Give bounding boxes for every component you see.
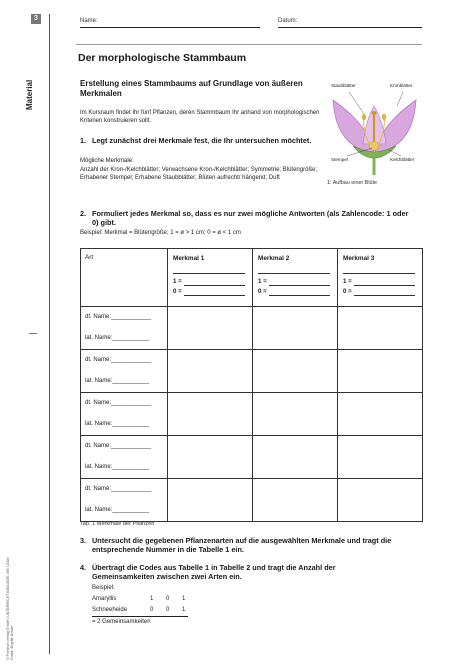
name-write-line[interactable] bbox=[80, 27, 260, 28]
merkmal-3-cell[interactable] bbox=[338, 350, 423, 393]
merkmal-3-cell[interactable] bbox=[338, 307, 423, 350]
date-write-line[interactable] bbox=[278, 27, 422, 28]
table-row bbox=[81, 393, 423, 436]
task2-example: Beispiel: Merkmal = Blütengröße; 1 = ø > 1 cm; 0 = ø < 1 cm bbox=[80, 230, 241, 236]
merkmale-list: Anzahl der Kron-/Kelchblätter; Verwachsene Kron-/Kelchblätter; Symmetrie; Blütengröße; Erhabener Stempel; Erhabene Staubblätter; Blüten aufrecht/ hängend; Duft bbox=[80, 167, 318, 181]
merkmal-3-cell[interactable] bbox=[338, 393, 423, 436]
label-stempel: Stempel bbox=[331, 157, 348, 162]
example-title: Beispiel: bbox=[92, 585, 115, 591]
page-number-badge: 3 bbox=[31, 14, 41, 24]
task4-text: Übertragt die Codes aus Tabelle 1 in Tabelle 2 und tragt die Anzahl der Gemeinsamkeiten zwischen zwei Arten ein. bbox=[92, 563, 336, 581]
merkmal-2-cell[interactable] bbox=[253, 479, 338, 522]
merkmal-3-name-line[interactable] bbox=[343, 273, 415, 274]
table-caption: Tab. 1 Merkmale der Pflanzen bbox=[80, 521, 155, 527]
figure-caption: 1: Aufbau einer Blüte bbox=[327, 180, 378, 186]
merkmale-list-title: Mögliche Merkmale: bbox=[80, 158, 134, 164]
merkmal-2-code1-line[interactable] bbox=[269, 285, 330, 286]
label-kelchblaetter: Kelchblätter bbox=[390, 157, 415, 162]
flower-illustration bbox=[327, 80, 422, 177]
merkmal-2-header: Merkmal 2 1 = 0 = bbox=[253, 249, 338, 307]
task4-number: 4. bbox=[80, 563, 87, 572]
art-name-cell[interactable]: dt. Name:____________ lat. Name:___________ bbox=[81, 436, 168, 479]
task3-number: 3. bbox=[80, 536, 87, 545]
merkmal-3-code1-line[interactable] bbox=[354, 285, 415, 286]
art-column-header: Art bbox=[81, 249, 168, 307]
example-sum-line bbox=[92, 616, 188, 617]
section-subheading: Erstellung eines Stammbaums auf Grundlage von äußeren Merkmalen bbox=[80, 79, 303, 98]
header-divider bbox=[76, 44, 422, 45]
merkmal-1-name-line[interactable] bbox=[173, 273, 245, 274]
flower-stem bbox=[373, 158, 376, 175]
table-row bbox=[81, 307, 423, 350]
merkmal-3-header: Merkmal 3 1 = 0 = bbox=[338, 249, 423, 307]
merkmal-1-cell[interactable] bbox=[168, 350, 253, 393]
copyright-note: © Friedrich Verlag GmbH | UNTERRICHT BIOLOGIE 456 | 2020 Grafik: Brigitte Dröder bbox=[6, 557, 15, 660]
merkmal-1-header: Merkmal 1 1 = 0 = bbox=[168, 249, 253, 307]
pistil-ovary bbox=[369, 142, 379, 151]
flower-diagram bbox=[327, 80, 422, 177]
table-row bbox=[81, 479, 423, 522]
pistil-stigma bbox=[371, 111, 376, 115]
merkmal-1-code1-line[interactable] bbox=[184, 285, 245, 286]
intro-text: Im Kursraum findet Ihr fünf Pflanzen, deren Stammbaum Ihr anhand von morphologischen Kriterien konstruieren sollt. bbox=[80, 110, 320, 124]
merkmal-1-cell[interactable] bbox=[168, 307, 253, 350]
merkmal-1-code0-line[interactable] bbox=[184, 295, 245, 296]
art-name-cell[interactable]: dt. Name:____________ lat. Name:___________ bbox=[81, 350, 168, 393]
merkmal-1-cell[interactable] bbox=[168, 393, 253, 436]
fold-mark bbox=[29, 333, 37, 334]
merkmal-3-cell[interactable] bbox=[338, 436, 423, 479]
merkmal-2-name-line[interactable] bbox=[258, 273, 330, 274]
merkmal-1-cell[interactable] bbox=[168, 436, 253, 479]
date-label: Datum: bbox=[278, 18, 298, 24]
task3-text: Untersucht die gegebenen Pflanzenarten auf die ausgewählten Merkmale und tragt die entsprechende Nummer in die Tabelle 1 ein. bbox=[92, 536, 392, 554]
merkmal-2-cell[interactable] bbox=[253, 393, 338, 436]
art-name-cell[interactable]: dt. Name:____________ lat. Name:___________ bbox=[81, 479, 168, 522]
merkmal-2-cell[interactable] bbox=[253, 350, 338, 393]
merkmal-2-cell[interactable] bbox=[253, 307, 338, 350]
table-row bbox=[81, 350, 423, 393]
name-label: Name: bbox=[80, 18, 98, 24]
example-result: = 2 Gemeinsamkeiten bbox=[92, 619, 151, 625]
merkmale-table bbox=[80, 248, 423, 522]
merkmal-1-cell[interactable] bbox=[168, 479, 253, 522]
merkmal-2-cell[interactable] bbox=[253, 436, 338, 479]
merkmal-3-cell[interactable] bbox=[338, 479, 423, 522]
task1-number: 1. bbox=[80, 136, 87, 145]
table-header-row bbox=[81, 249, 423, 307]
task2-number: 2. bbox=[80, 209, 87, 218]
merkmal-3-code0-line[interactable] bbox=[354, 295, 415, 296]
label-kronblaetter: Kronblätter bbox=[390, 83, 413, 88]
art-name-cell[interactable]: dt. Name:____________ lat. Name:___________ bbox=[81, 307, 168, 350]
page-title: Der morphologische Stammbaum bbox=[78, 52, 247, 64]
margin-rule bbox=[49, 14, 50, 654]
art-name-cell[interactable]: dt. Name:____________ lat. Name:___________ bbox=[81, 393, 168, 436]
label-staubblaetter: Staubblätter bbox=[331, 83, 356, 88]
task1-text: Legt zunächst drei Merkmale fest, die Ihr untersuchen möchtet. bbox=[92, 136, 312, 145]
material-label: Material bbox=[25, 79, 34, 110]
task2-text: Formuliert jedes Merkmal so, dass es nur zwei mögliche Antworten (als Zahlencode: 1 oder 0) gibt. bbox=[92, 209, 409, 227]
merkmal-2-code0-line[interactable] bbox=[269, 295, 330, 296]
table-row bbox=[81, 436, 423, 479]
